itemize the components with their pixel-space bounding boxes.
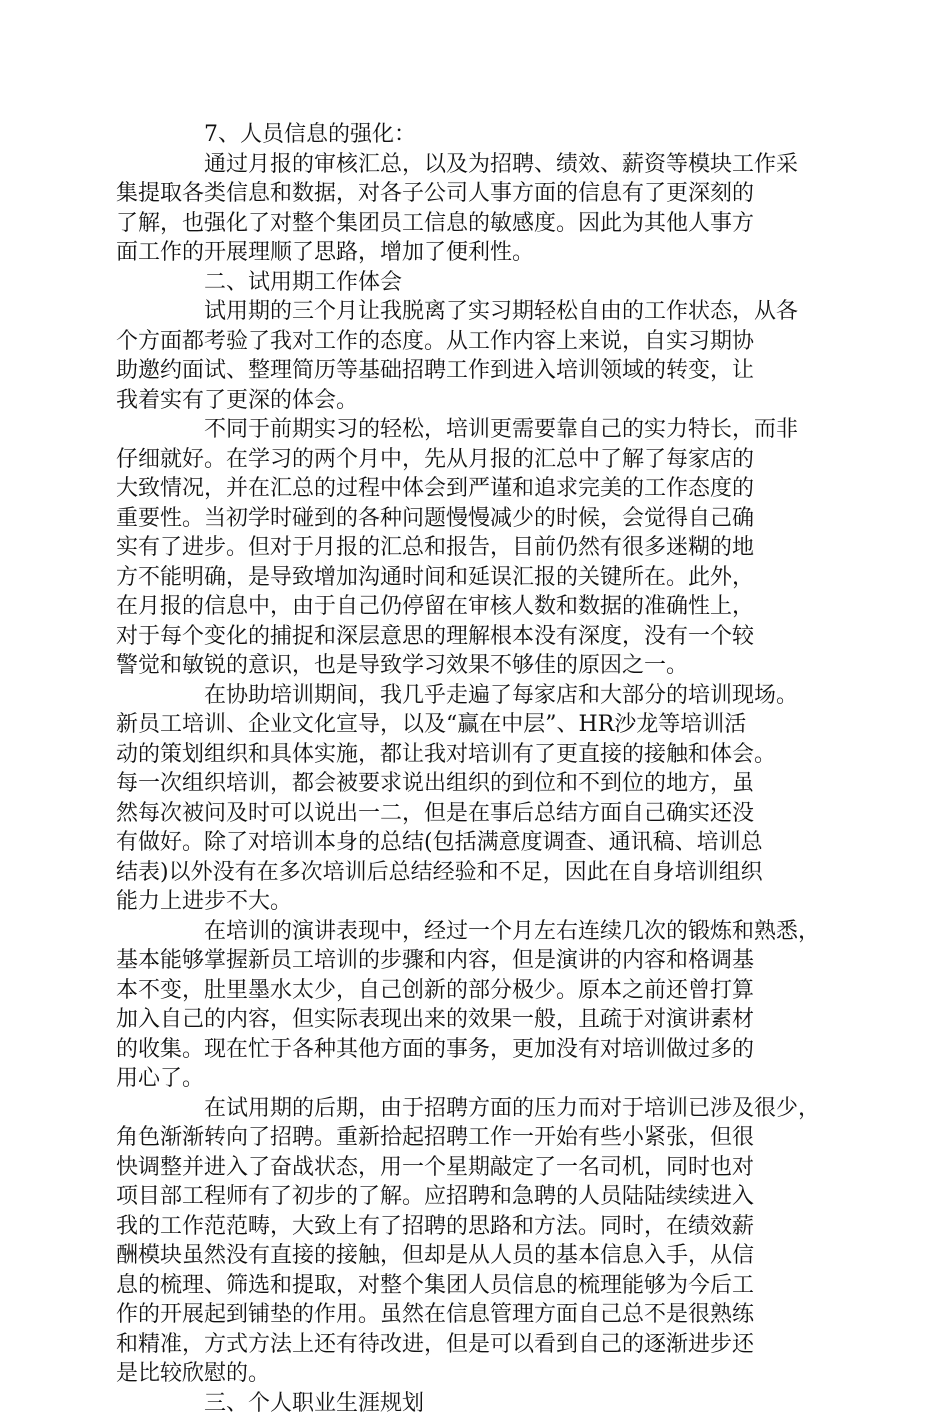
paragraph-2a xyxy=(116,297,831,415)
section-heading-2: 二、试用期工作体会 xyxy=(116,268,831,298)
document-page xyxy=(116,120,831,1418)
paragraph-line: 然每次被问及时可以说出一二，但是在事后总结方面自己确实还没 xyxy=(116,799,831,829)
paragraph-line: 面工作的开展理顺了思路，增加了便利性。 xyxy=(116,238,831,268)
paragraph-line: 角色渐渐转向了招聘。重新拾起招聘工作一开始有些小紧张，但很 xyxy=(116,1123,831,1153)
paragraph-line: 方不能明确，是导致增加沟通时间和延误汇报的关键所在。此外， xyxy=(116,563,831,593)
paragraph-line: 本不变，肚里墨水太少，自己创新的部分极少。原本之前还曾打算 xyxy=(116,976,831,1006)
paragraph-line: 是比较欣慰的。 xyxy=(116,1359,831,1389)
paragraph-line: 大致情况，并在汇总的过程中体会到严谨和追求完美的工作态度的 xyxy=(116,474,831,504)
paragraph-line: 用心了。 xyxy=(116,1064,831,1094)
paragraph-line: 试用期的三个月让我脱离了实习期轻松自由的工作状态，从各 xyxy=(116,297,831,327)
paragraph-line: 动的策划组织和具体实施，都让我对培训有了更直接的接触和体会。 xyxy=(116,740,831,770)
paragraph-line: 对于每个变化的捕捉和深层意思的理解根本没有深度，没有一个较 xyxy=(116,622,831,652)
paragraph-line: 基本能够掌握新员工培训的步骤和内容，但是演讲的内容和格调基 xyxy=(116,946,831,976)
paragraph-line: 警觉和敏锐的意识，也是导致学习效果不够佳的原因之一。 xyxy=(116,651,831,681)
paragraph-2e xyxy=(116,1094,831,1389)
paragraph-line: 助邀约面试、整理简历等基础招聘工作到进入培训领域的转变，让 xyxy=(116,356,831,386)
paragraph-line: 我的工作范范畴，大致上有了招聘的思路和方法。同时，在绩效薪 xyxy=(116,1212,831,1242)
paragraph-line: 加入自己的内容，但实际表现出来的效果一般，且疏于对演讲素材 xyxy=(116,1005,831,1035)
paragraph-7 xyxy=(116,150,831,268)
paragraph-line: 每一次组织培训，都会被要求说出组织的到位和不到位的地方，虽 xyxy=(116,769,831,799)
paragraph-line: 重要性。当初学时碰到的各种问题慢慢减少的时候，会觉得自己确 xyxy=(116,504,831,534)
paragraph-line: 仔细就好。在学习的两个月中，先从月报的汇总中了解了每家店的 xyxy=(116,445,831,475)
paragraph-line: 有做好。除了对培训本身的总结(包括满意度调查、通讯稿、培训总 xyxy=(116,828,831,858)
section-heading-7: 7、人员信息的强化： xyxy=(116,120,831,150)
paragraph-line: 的收集。现在忙于各种其他方面的事务，更加没有对培训做过多的 xyxy=(116,1035,831,1065)
paragraph-line: 个方面都考验了我对工作的态度。从工作内容上来说，自实习期协 xyxy=(116,327,831,357)
paragraph-line: 在试用期的后期，由于招聘方面的压力而对于培训已涉及很少， xyxy=(116,1094,831,1124)
paragraph-line: 在协助培训期间，我几乎走遍了每家店和大部分的培训现场。 xyxy=(116,681,831,711)
paragraph-line: 了解，也强化了对整个集团员工信息的敏感度。因此为其他人事方 xyxy=(116,209,831,239)
paragraph-2c xyxy=(116,681,831,917)
paragraph-line: 通过月报的审核汇总，以及为招聘、绩效、薪资等模块工作采 xyxy=(116,150,831,180)
paragraph-2d xyxy=(116,917,831,1094)
paragraph-line: 酬模块虽然没有直接的接触，但却是从人员的基本信息入手，从信 xyxy=(116,1241,831,1271)
paragraph-line: 结表)以外没有在多次培训后总结经验和不足，因此在自身培训组织 xyxy=(116,858,831,888)
paragraph-line: 能力上进步不大。 xyxy=(116,887,831,917)
paragraph-line: 快调整并进入了奋战状态，用一个星期敲定了一名司机，同时也对 xyxy=(116,1153,831,1183)
paragraph-line: 和精准，方式方法上还有待改进，但是可以看到自己的逐渐进步还 xyxy=(116,1330,831,1360)
paragraph-line: 作的开展起到铺垫的作用。虽然在信息管理方面自己总不是很熟练 xyxy=(116,1300,831,1330)
section-heading-3: 三、个人职业生涯规划 xyxy=(116,1389,831,1418)
paragraph-line: 集提取各类信息和数据，对各子公司人事方面的信息有了更深刻的 xyxy=(116,179,831,209)
paragraph-line: 在培训的演讲表现中，经过一个月左右连续几次的锻炼和熟悉， xyxy=(116,917,831,947)
paragraph-line: 新员工培训、企业文化宣导，以及“赢在中层”、HR沙龙等培训活 xyxy=(116,710,831,740)
paragraph-line: 不同于前期实习的轻松，培训更需要靠自己的实力特长，而非 xyxy=(116,415,831,445)
paragraph-line: 实有了进步。但对于月报的汇总和报告，目前仍然有很多迷糊的地 xyxy=(116,533,831,563)
paragraph-line: 息的梳理、筛选和提取，对整个集团人员信息的梳理能够为今后工 xyxy=(116,1271,831,1301)
paragraph-line: 我着实有了更深的体会。 xyxy=(116,386,831,416)
paragraph-line: 项目部工程师有了初步的了解。应招聘和急聘的人员陆陆续续进入 xyxy=(116,1182,831,1212)
paragraph-line: 在月报的信息中，由于自己仍停留在审核人数和数据的准确性上， xyxy=(116,592,831,622)
paragraph-2b xyxy=(116,415,831,681)
